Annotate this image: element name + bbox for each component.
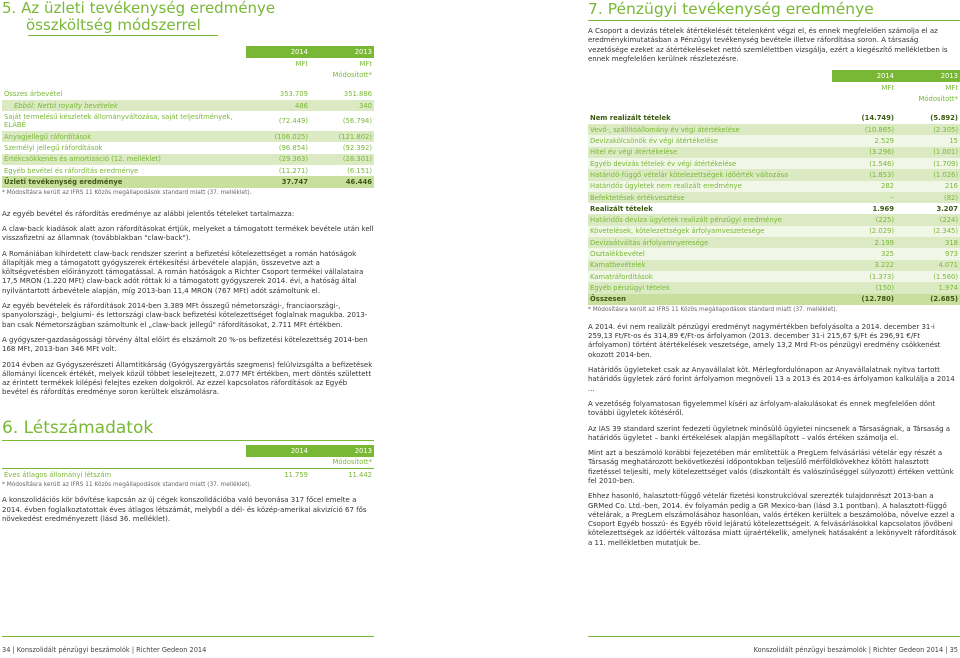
- section-5-heading-line2: összköltség módszerrel: [26, 16, 201, 34]
- table-total-row: Üzleti tevékenység eredménye 37.747 46.446: [4, 178, 372, 187]
- unit-2014: MFt: [295, 59, 308, 68]
- footer-rule: [2, 636, 374, 637]
- footer-rule: [588, 636, 960, 637]
- unit-2013: MFt: [359, 59, 372, 68]
- paragraph: A konszolidációs kör bővítése kapcsán az új cégek konszolidációba való bevonása 317 főcel emelte a 2014. évben foglalkoztatottak éves átlagos létszámát, melyből a dél- és közép-amerikai akvizíció 67 fős növekedést eredményezett (lásd 36. melléklet).: [2, 496, 367, 523]
- table-header-years: [2, 46, 374, 58]
- table-row: Egyéb bevétel és ráfordítás eredménye (11.271) (6.151): [4, 166, 372, 175]
- table-row: Határidő-függő vételár kötelezettségek időérték változása (1.853) (1.026): [590, 170, 958, 179]
- modified-note: Módosított*: [332, 458, 372, 467]
- table-footnote: * Módosításra került az IFRS 11 Közös megállapodások standard miatt (37. melléklet).: [588, 306, 838, 313]
- unit-2013: MFt: [945, 83, 958, 92]
- table-row: Személyi jellegű ráfordítások (96.854) (92.392): [4, 144, 372, 153]
- table-row: Vevő-, szállítóállomány év végi átértékelése (10.865) (2.305): [590, 125, 958, 134]
- table-row: Befektetések értékvesztése – (82): [590, 193, 958, 202]
- table-row: Osztalékbevétel 325 973: [590, 249, 958, 258]
- table-row: Határidős deviza ügyletek realizált pénzügyi eredménye (225) (224): [590, 216, 958, 225]
- table-row: Kamatbevételek 3.222 4.071: [590, 261, 958, 270]
- table-footnote: * Módosításra került az IFRS 11 Közös megállapodások standard miatt (37. melléklet).: [2, 482, 252, 489]
- section-5-heading-line1: 5. Az üzleti tevékenység eredménye: [2, 0, 276, 17]
- heading-underline: [2, 440, 374, 441]
- table-row: Éves átlagos állományi létszám 11.759 11.442: [2, 469, 374, 481]
- paragraph: A Romániában kihirdetett claw-back rendszer szerint a befizetési kötelezettséget a román hatóságok állapítják meg a támogatott gyógyszerek értékesítési árbevétele alapján, összevetve azt a költségvetésben előirányzott támogatással. A román hatóságok a Richter Csoport termékei vállalataira 17,5 MRON (1.220 MFt) claw-back adót róttak ki a támogatott gyógyszerek 2014. évi, a hatóság által nyilvántartott árbevétele alapján, míg 2013-ban 11,4 MRON (767 MFt) adót számoltunk el.: [2, 249, 364, 295]
- paragraph: 2014 évben az Gyógyszerészeti Államtitkárság (Gyógyszergyártás szegmens) felülvizsgálta a befizetések állományi licencek értékét, melyek közül többet leselejtezett, 2.077 MFt értékben, mert döntés születtett az érintett termékek kilépési felejtes ezeken dolgokról. Az ezzel kapcsolatos ráfordítások az Egyéb bevétel és ráfordítás eredménye soron kerültek elszámolásra.: [2, 360, 373, 397]
- table-total-row: Összesen (12.780) (2.685): [590, 295, 958, 304]
- table-row: Devizakölcsönök év végi átértékelése 2.529 15: [590, 137, 958, 146]
- table-header-note: [2, 69, 374, 80]
- paragraph: A claw-back kiadások alatt azon ráfordításokat értjük, melyeket a támogatott termékek bevétele után kell visszafizetni az államnak (továbbiakban "claw-back").: [2, 224, 374, 243]
- left-page-footer: 34 | Konszolidált pénzügyi beszámolók | Richter Gedeon 2014: [2, 646, 207, 654]
- paragraph: Ehhez hasonló, halasztott-függő vételár fizetési konstrukcióval szerezték tulajdonrészt 2013-ban a GRMed Co. Ltd.-ben, 2014. év folyamán pedig a GR Mexico-ban (lásd 3.1 pontban). A halasztott-függő vételárak, a PregLem elszámolásához hasonlóan, valós értéken kerültek a beszámolóba, növelve ezzel a Csoport Egyéb hosszú- és Egyéb rövid lejáratú kötelezettségeit. A felvásárlásokkal kapcsolatos jövőbeni kötelezettségek az időérték változása miatt újraértékelik, amelynek hatásaként a lekönyvelt ráfordítások a 11. mellékletben mutatjuk be.: [588, 492, 957, 547]
- modified-note: Módosított*: [332, 70, 372, 79]
- table-header-units: [2, 58, 374, 69]
- paragraph: Határidős ügyleteket csak az Anyavállalat köt. Mérlegfordulónapon az Anyavállalatnak nyitva tartott határidős ügyletek záró forint árfolyamon megnöveli 13 a 2013 és 2014-es árfolyamon kalkulálja a 2014 ...: [588, 366, 955, 393]
- section-5-heading: [2, 0, 374, 34]
- table-row: Összes árbevétel 353.709 351.886: [4, 90, 372, 99]
- paragraph: Az IAS 39 standard szerint fedezeti ügyletnek minősülő ügyletei nincsenek a Társaságnak, a Társaság a határidős ügyletet – banki értékelések alapján megállapított – valós értéken számolja el.: [588, 424, 951, 442]
- paragraph: A 2014. évi nem realizált pénzügyi eredményt nagymértékben befolyásolta a 2014. december 31-i 259,13 Ft/Ft-os és 314,89 €/Ft-os árfolyamon (2013. december 31-i 215,67 $/Ft és 296,91 €/Ft árfolyamon) történt átértékelések veszetsége, amely 13,2 Mrd Ft-os pénzügyi eredmény csökkenést okozott 2014-ben.: [588, 322, 941, 359]
- right-body-text: [588, 323, 960, 548]
- table-row: Egyéb devizás tételek év végi átértékelése (1.546) (1.709): [590, 159, 958, 168]
- table-row: Hitel év végi átértékelése (3.296) (1.001): [590, 148, 958, 157]
- heading-underline: [588, 20, 960, 21]
- left-page: [2, 0, 374, 530]
- table-row: Egyéb pénzügyi tételek (150) 1.974: [590, 283, 958, 292]
- table-row: Anyagjellegű ráfordítások (106.025) (121.802): [4, 132, 372, 141]
- year-2014: 2014: [246, 46, 310, 58]
- staff-table: [2, 445, 374, 481]
- modified-note: Módosított*: [918, 95, 958, 104]
- table-row: Határidős ügyletek nem realizált eredménye 282 216: [590, 182, 958, 191]
- table-footnote: * Módosításra került az IFRS 11 Közös megállapodások standard miatt (37. melléklet).: [2, 189, 252, 196]
- year-2014: 2014: [832, 70, 896, 82]
- right-page: [588, 0, 960, 554]
- year-2014: 2014: [246, 445, 310, 457]
- table-row: Saját termelésű készletek állományváltozása, saját teljesítmények, ELÁBÉ (72.449) (56.794): [4, 112, 372, 130]
- paragraph: Mint azt a beszámoló korábbi fejezetében már említettük a PregLem felvásárlási vételár egy részét a Társaság meghatározott bekövetkezési időpontokban teljesülő mérföldkövekhez kötött halasztott fizetéssel teljesíti, mely kötelezettséget valós (diszkontált és valószínűséggel súlyozott) értéken vettünk fel 2010-ben.: [588, 449, 954, 485]
- year-2013: 2013: [896, 70, 960, 82]
- paragraph: Az egyéb bevételek és ráfordítások 2014-ben 3.389 MFt összegű németországi-, franciaországi-, spanyolországi-, belgiumi- és lettországi claw-back befizetési kötelezettséget foglalnak magukba. 2013-ban csak Németországban számoltunk el „claw-back jellegű" ráfordításokat, 2.711 MFt értékben.: [2, 302, 368, 329]
- table-row: Kamatráfordítások (1.373) (1.560): [590, 272, 958, 281]
- table-row: Ebből: Nettó royalty bevételek 486 340: [2, 100, 374, 111]
- section-6-heading: 6. Létszámadatok: [2, 417, 154, 438]
- operating-result-table: [2, 46, 374, 188]
- paragraph: A gyógyszer-gazdaságossági törvény által előírt és elszámolt 20 %-os befizetési kötelezettség 2014-ben 168 MFt, 2013-ban 346 MFt volt.: [2, 335, 368, 354]
- table-row: Követelések, kötelezettségek árfolyamveszetesége (2.029) (2.345): [590, 227, 958, 236]
- section-7-heading: 7. Pénzügyi tevékenység eredménye: [588, 0, 874, 18]
- unit-2014: MFt: [881, 83, 894, 92]
- table-row: Realizált tételek 1.969 3.207: [590, 204, 958, 213]
- year-2013: 2013: [310, 445, 374, 457]
- heading-underline: [28, 35, 218, 36]
- left-body-text: [2, 210, 374, 398]
- intro-paragraph: A Csoport a devizás tételek átértékelését tételenként végzi el, és ennek megfelelően számolja el az eredménykimutatásban a Pénzügyi tevékenység bevétele illetve ráfordítása soron. A társaság vezetősége ezeket az átértékeléseket nettó szemlélettben vizsgálja, ezért a kiegészítő mellékletben is ennek megfelelően kerülnek részletezésre.: [588, 27, 948, 63]
- year-2013: 2013: [310, 46, 374, 58]
- table-row: Devizaátváltás árfolyamnyeresége 2.199 318: [590, 238, 958, 247]
- paragraph: A vezetőség folyamatosan figyelemmel kíséri az árfolyam-alakulásokat és ennek megfelelően dönt további ügyletek kötéséről.: [588, 399, 936, 418]
- paragraph: Az egyéb bevétel és ráfordítás eredménye az alábbi jelentős tételeket tartalmazza:: [2, 209, 295, 218]
- right-page-footer: Konszolidált pénzügyi beszámolók | Richter Gedeon 2014 | 35: [753, 646, 958, 654]
- financial-result-table: [588, 70, 960, 305]
- table-row: Nem realizált tételek (14.749) (5.892): [590, 114, 958, 123]
- table-row: Értékcsökkenés és amortizáció (12. melléklet) (29.363) (28.301): [4, 155, 372, 164]
